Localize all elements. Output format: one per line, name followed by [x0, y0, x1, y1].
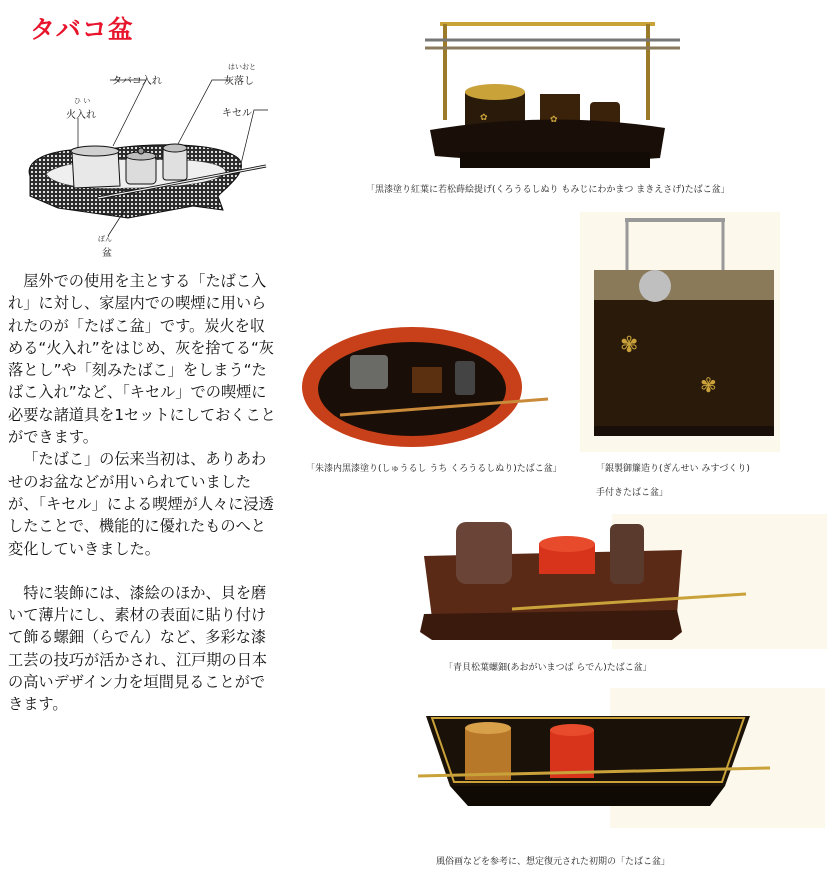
caption-photo-1: 「黒漆塗り紅葉に若松蒔絵提げ(くろうるしぬり もみじにわかまつ まきえさげ)たばこ盆」: [366, 185, 730, 195]
photo-mother-of-pearl-tray: [412, 514, 827, 649]
paragraph-1: 屋外での使用を主とする「たばこ入れ」に対し、家屋内での喫煙に用いられたのが「たばこ盆」です。炭火を収める“火入れ”をはじめ、灰を捨てる“灰落とし”や「刻みたばこ」をしまう“たばこ入れ”など、「キセル」での喫煙に必要な諸道具を1セットにしておくことができます。: [8, 272, 276, 447]
photo-vermilion-tray: [300, 325, 550, 450]
label-hiire: 火入れ: [66, 110, 96, 121]
label-bon: 盆: [102, 248, 112, 259]
svg-text:✿: ✿: [550, 115, 558, 125]
photo-reconstructed-early-tray: [410, 688, 825, 828]
label-bon-ruby: ぼん: [98, 235, 112, 243]
caption-photo-4: 「青貝松葉螺鈿(あおがいまつば らでん)たばこ盆」: [444, 663, 652, 673]
paragraph-3: 特に装飾には、漆絵のほか、貝を磨いて薄片にし、素材の表面に貼り付けて飾る螺鈿（らでん）など、多彩な漆工芸の技巧が活かされ、江戸期の日本の高いデザイン力を垣間見ることができます。: [8, 583, 268, 714]
label-ash-drop: 灰落し: [224, 76, 254, 87]
tray-illustration: [18, 58, 280, 263]
page-title: タバコ盆: [30, 15, 134, 44]
caption-photo-3-line-2: 手付きたばこ盆」: [596, 488, 669, 498]
svg-text:✿: ✿: [480, 113, 488, 123]
caption-photo-3-line-1: 「銀製御簾造り(ぎんせい みすづくり): [596, 464, 750, 474]
photo-silver-handled-box: [580, 212, 780, 452]
caption-photo-5: 風俗画などを参考に、想定復元された初期の「たばこ盆」: [436, 857, 671, 867]
article-body: [8, 270, 278, 716]
paragraph-2: 「たばこ」の伝来当初は、ありあわせのお盆などが用いられていましたが、「キセル」による喫煙が人々に浸透したことで、機能的に優れたものへと変化していきました。: [8, 450, 274, 558]
svg-text:✾: ✾: [620, 333, 639, 358]
tobacco-tray-diagram: [18, 58, 280, 263]
caption-photo-2: 「朱漆内黒漆塗り(しゅうるし うち くろうるしぬり)たばこ盆」: [306, 464, 562, 474]
photo-black-lacquer-carry-tray: [420, 10, 690, 180]
label-ash-ruby: はいおと: [228, 63, 256, 71]
svg-text:✾: ✾: [700, 373, 717, 397]
label-tobacco-case: タバコ入れ: [112, 76, 162, 87]
label-kiseru: キセル: [222, 108, 252, 119]
label-hiire-ruby: ひ い: [74, 97, 91, 105]
